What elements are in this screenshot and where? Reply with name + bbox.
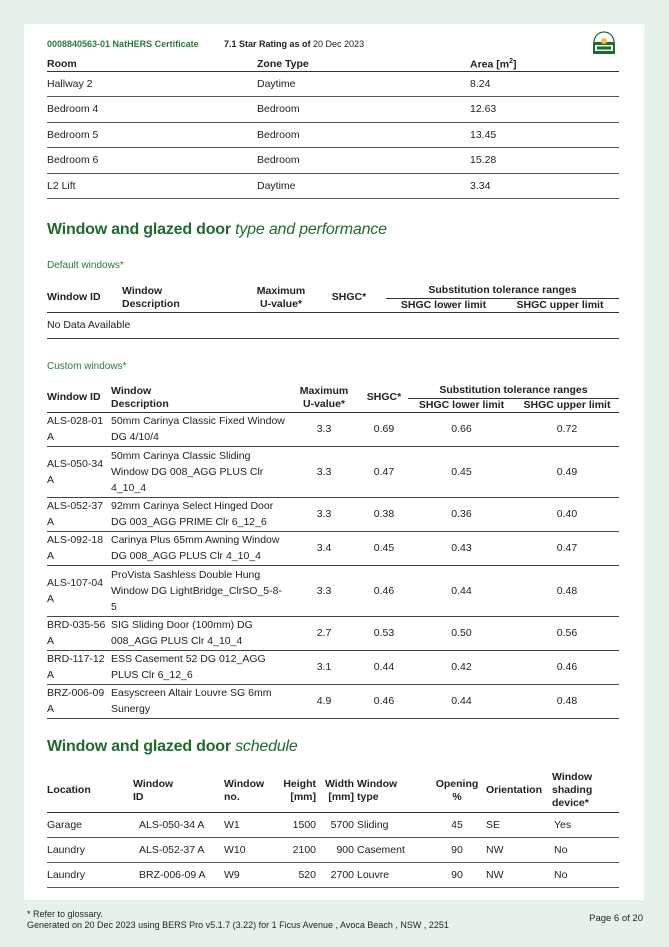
window-id-cell: BRZ-006-09 A [133, 862, 224, 887]
shgc-cell: 0.69 [360, 412, 408, 446]
u-value-cell: 4.9 [288, 684, 360, 718]
window-description-cell: SIG Sliding Door (100mm) DG 008_AGG PLUS Clr 4_10_4 [111, 616, 288, 650]
window-id-cell: ALS-092-18 A [47, 531, 111, 565]
shading-device-cell: Yes [552, 812, 619, 837]
opening-cell: 45 [432, 812, 482, 837]
col-height: Height [mm] [283, 777, 316, 803]
u-value-cell: 2.7 [288, 616, 360, 650]
shgc-upper-cell: 0.46 [515, 650, 619, 684]
area-cell: 15.28 [470, 148, 619, 174]
zone-type-cell: Daytime [257, 71, 470, 97]
table-row [47, 650, 619, 684]
shgc-lower-cell: 0.42 [408, 650, 515, 684]
u-value-cell: 3.4 [288, 531, 360, 565]
col-zone-type: Zone Type [257, 57, 470, 71]
location-cell: Garage [47, 812, 133, 837]
col-shgc: SHGC* [360, 384, 408, 412]
window-type-cell: Louvre [354, 862, 432, 887]
window-id-cell: ALS-028-01 A [47, 412, 111, 446]
table-row [47, 531, 619, 565]
orientation-cell: SE [482, 812, 552, 837]
area-cell: 13.45 [470, 122, 619, 148]
room-cell: Bedroom 6 [47, 148, 257, 174]
zone-type-cell: Bedroom [257, 122, 470, 148]
col-orientation: Orientation [486, 784, 543, 797]
width-cell: 5700 [316, 812, 354, 837]
col-substitution-tolerance: Substitution tolerance ranges [386, 284, 619, 298]
col-window-id: Window ID [47, 384, 111, 412]
col-window-no: Window no. [224, 777, 265, 803]
shgc-cell: 0.45 [360, 531, 408, 565]
col-width: Width [mm] [324, 777, 354, 803]
col-max-u-value: Maximum U-value* [288, 384, 360, 412]
page-number: Page 6 of 20 [589, 913, 643, 924]
height-cell: 1500 [280, 812, 316, 837]
col-window-id: Window ID [47, 284, 120, 312]
shgc-upper-cell: 0.56 [515, 616, 619, 650]
page-header [47, 39, 365, 49]
location-cell: Laundry [47, 837, 133, 862]
custom-windows-label: Custom windows* [47, 361, 127, 372]
window-description-cell: 92mm Carinya Select Hinged Door DG 003_AGG PRIME Clr 6_12_6 [111, 497, 288, 531]
window-description-cell: 50mm Carinya Classic Fixed Window DG 4/10/4 [111, 412, 288, 446]
col-window-type: Window type [357, 777, 398, 803]
shading-device-cell: No [552, 837, 619, 862]
window-description-cell: 50mm Carinya Classic Sliding Window DG 008_AGG PLUS Clr 4_10_4 [111, 446, 288, 497]
star-rating: 7.1 Star Rating as of 20 Dec 2023 [224, 39, 365, 49]
room-cell: Hallway 2 [47, 71, 257, 97]
custom-windows-table [47, 384, 619, 719]
shading-device-cell: No [552, 862, 619, 887]
table-row [47, 684, 619, 718]
room-cell: Bedroom 4 [47, 97, 257, 123]
zone-type-cell: Bedroom [257, 148, 470, 174]
table-row [47, 497, 619, 531]
shgc-upper-cell: 0.49 [515, 446, 619, 497]
u-value-cell: 3.3 [288, 412, 360, 446]
table-row [47, 837, 619, 862]
shgc-cell: 0.53 [360, 616, 408, 650]
window-id-cell: ALS-052-37 A [47, 497, 111, 531]
shgc-upper-cell: 0.72 [515, 412, 619, 446]
default-windows-label: Default windows* [47, 260, 124, 271]
u-value-cell: 3.1 [288, 650, 360, 684]
window-id-cell: ALS-052-37 A [133, 837, 224, 862]
section-title-type-performance: Window and glazed door type and performance [47, 221, 387, 238]
window-id-cell: BRZ-006-09 A [47, 684, 111, 718]
no-data-available: No Data Available [47, 312, 619, 338]
col-opening: Opening % [435, 777, 479, 803]
shgc-lower-cell: 0.44 [408, 684, 515, 718]
col-substitution-tolerance: Substitution tolerance ranges [408, 384, 619, 398]
room-cell: Bedroom 5 [47, 122, 257, 148]
table-row [47, 97, 619, 123]
opening-cell: 90 [432, 862, 482, 887]
shgc-lower-cell: 0.44 [408, 565, 515, 616]
location-cell: Laundry [47, 862, 133, 887]
room-cell: L2 Lift [47, 173, 257, 199]
col-shgc: SHGC* [312, 284, 386, 312]
col-shgc-upper: SHGC upper limit [501, 298, 619, 312]
u-value-cell: 3.3 [288, 446, 360, 497]
window-no-cell: W9 [224, 862, 280, 887]
area-cell: 3.34 [470, 173, 619, 199]
shgc-lower-cell: 0.36 [408, 497, 515, 531]
table-row [47, 173, 619, 199]
certificate-id: 0008840563-01 NatHERS Certificate [47, 39, 199, 49]
shgc-upper-cell: 0.40 [515, 497, 619, 531]
col-room: Room [47, 57, 257, 71]
width-cell: 2700 [316, 862, 354, 887]
window-id-cell: BRD-117-12 A [47, 650, 111, 684]
window-description-cell: ProVista Sashless Double Hung Window DG LightBridge_ClrSO_5-8- 5 [111, 565, 288, 616]
col-shgc-lower: SHGC lower limit [408, 398, 515, 412]
section-title-schedule: Window and glazed door schedule [47, 738, 298, 755]
col-location: Location [47, 784, 91, 797]
shgc-cell: 0.47 [360, 446, 408, 497]
shgc-cell: 0.38 [360, 497, 408, 531]
window-id-cell: ALS-107-04 A [47, 565, 111, 616]
col-shgc-upper: SHGC upper limit [515, 398, 619, 412]
rooms-table [47, 57, 619, 199]
col-shading-device: Window shading device* [552, 771, 593, 810]
table-row [47, 412, 619, 446]
glossary-note: * Refer to glossary. [27, 909, 103, 919]
window-no-cell: W1 [224, 812, 280, 837]
width-cell: 900 [316, 837, 354, 862]
generated-note: Generated on 20 Dec 2023 using BERS Pro v5.1.7 (3.22) for 1 Ficus Avenue , Avoca Beach , NSW , 2251 [27, 920, 449, 930]
orientation-cell: NW [482, 862, 552, 887]
col-window-description: Window Description [111, 384, 288, 412]
col-area: Area $[m^2]$ [470, 57, 619, 71]
opening-cell: 90 [432, 837, 482, 862]
window-description-cell: Easyscreen Altair Louvre SG 6mm Sunergy [111, 684, 288, 718]
table-row [47, 565, 619, 616]
area-cell: 12.63 [470, 97, 619, 123]
table-row [47, 446, 619, 497]
height-cell: 520 [280, 862, 316, 887]
window-id-cell: BRD-035-56 A [47, 616, 111, 650]
table-row [47, 812, 619, 837]
window-description-cell: ESS Casement 52 DG 012_AGG PLUS Clr 6_12_6 [111, 650, 288, 684]
u-value-cell: 3.3 [288, 497, 360, 531]
nathers-logo-icon [591, 29, 617, 55]
orientation-cell: NW [482, 837, 552, 862]
window-no-cell: W10 [224, 837, 280, 862]
shgc-cell: 0.44 [360, 650, 408, 684]
page-footer [27, 909, 449, 931]
window-id-cell: ALS-050-34 A [133, 812, 224, 837]
shgc-lower-cell: 0.43 [408, 531, 515, 565]
table-row [47, 148, 619, 174]
area-cell: 8.24 [470, 71, 619, 97]
shgc-upper-cell: 0.47 [515, 531, 619, 565]
u-value-cell: 3.3 [288, 565, 360, 616]
col-window-description: Window Description [120, 284, 250, 312]
table-row [47, 71, 619, 97]
height-cell: 2100 [280, 837, 316, 862]
shgc-cell: 0.46 [360, 565, 408, 616]
window-description-cell: Carinya Plus 65mm Awning Window DG 008_AGG PLUS Clr 4_10_4 [111, 531, 288, 565]
default-windows-table [47, 284, 619, 339]
window-id-cell: ALS-050-34 A [47, 446, 111, 497]
window-schedule-table [47, 770, 619, 888]
window-type-cell: Casement [354, 837, 432, 862]
shgc-upper-cell: 0.48 [515, 565, 619, 616]
page [24, 24, 644, 900]
table-row [47, 122, 619, 148]
table-row [47, 616, 619, 650]
zone-type-cell: Bedroom [257, 97, 470, 123]
col-window-id: Window ID [133, 777, 174, 803]
shgc-upper-cell: 0.48 [515, 684, 619, 718]
window-type-cell: Sliding [354, 812, 432, 837]
shgc-cell: 0.46 [360, 684, 408, 718]
col-max-u-value: Maximum U-value* [250, 284, 312, 312]
table-row [47, 862, 619, 887]
col-shgc-lower: SHGC lower limit [386, 298, 501, 312]
zone-type-cell: Daytime [257, 173, 470, 199]
shgc-lower-cell: 0.45 [408, 446, 515, 497]
rooms-header-row [47, 57, 619, 71]
shgc-lower-cell: 0.66 [408, 412, 515, 446]
shgc-lower-cell: 0.50 [408, 616, 515, 650]
